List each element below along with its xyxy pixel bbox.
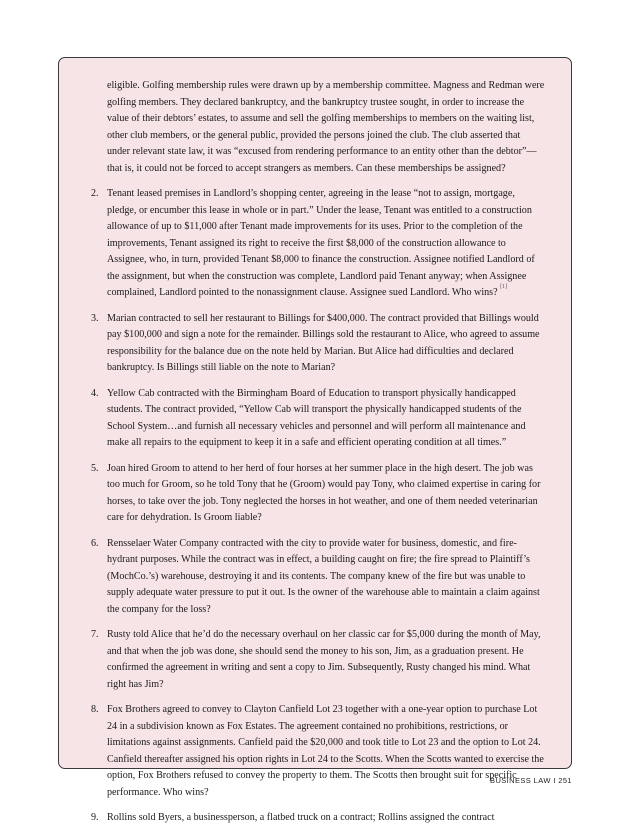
item-text: Tenant leased premises in Landlord’s shopping center, agreeing in the lease “not to assign, mortgage, pledge, or encumber this lease in whole or in part.” Under the lease, Tenant was entitled to a construction allowance of up to $11,000 after Tenant made improvements for its uses. Prior to the completion of the improvements, Tenant assigned its right to receive the first $8,000 of the construction allowance to Assignee, who, in turn, provided Tenant $8,000 to finance the construction. Assignee notified Landlord of the assignment, but when the construction was complete, Landlord paid Tenant anyway; when Assignee complained, Landlord pointed to the nonassignment clause. Assignee sued Landlord. Who wins? (107, 188, 535, 298)
item-number: 6. (91, 537, 99, 549)
item-text: Yellow Cab contracted with the Birmingham Board of Education to transport physically handicapped students. The contract provided, “Yellow Cab will transport the physically handicapped students of the School System…and furnish all necessary vehicles and personnel and will perform all maintenance and make all repairs to the equipment to keep it in a safe and efficient operating condition at all times.” (107, 387, 526, 448)
list-item (91, 186, 545, 302)
list-item (91, 386, 545, 452)
footnote-link[interactable]: [1] (500, 284, 508, 290)
item-text: Rollins sold Byers, a businessperson, a flatbed truck on a contract; Rollins assigned the contract (107, 812, 495, 823)
exercise-text (91, 78, 545, 836)
item-text: Fox Brothers agreed to convey to Clayton Canfield Lot 23 together with a one-year option to purchase Lot 24 in a subdivision known as Fox Estates. The agreement contained no prohibitions, restrictions, or limitations against assignments. Canfield paid the $20,000 and took title to Lot 23 and the option to Lot 24. Canfield thereafter assigned his option rights in Lot 24 to the Scotts. When the Scotts wanted to exercise the option, Fox Brothers refused to convey the property to them. The Scotts then brought suit for specific performance. Who wins? (107, 704, 544, 798)
list-item (91, 536, 545, 619)
item-text: Rusty told Alice that he’d do the necessary overhaul on her classic car for $5,000 during the month of May, and that when the job was done, she should send the money to his son, Jim, as a graduation present. He confirmed the agreement in writing and sent a copy to Jim. Subsequently, Rusty changed his mind. What right has Jim? (107, 629, 541, 690)
list-item (91, 311, 545, 377)
item-number: 7. (91, 629, 99, 640)
list-item (91, 461, 545, 527)
item-1-continuation: eligible. Golfing membership rules were drawn up by a membership committee. Magness and Redman were golfing members. They declared bankruptcy, and the bankruptcy trustee sought, in order to increase the value of their debtors’ estates, to assume and sell the golfing memberships to members on the waiting list, other club members, or the general public, provided the persons joined the club. The club asserted that under relevant state law, it was “excused from rendering performance to an entity other than the debtor”—that is, it could not be forced to accept strangers as members. Can these memberships be assigned? (107, 80, 545, 174)
item-text: Marian contracted to sell her restaurant to Billings for $400,000. The contract provided that Billings would pay $100,000 and sign a note for the remainder. Billings sold the restaurant to Alice, who agreed to assume responsibility for the balance due on the note held by Marian. But Alice had difficulties and declared bankruptcy. Is Billings still liable on the note to Marian? (107, 312, 540, 373)
item-text: Rensselaer Water Company contracted with the city to provide water for business, domestic, and fire-hydrant purposes. While the contract was in effect, a building caught on fire; the fire spread to Plaintiff’s (MochCo.’s) warehouse, destroying it and its contents. The company knew of the fire but was unable to supply adequate water pressure to put it out. Is the owner of the warehouse able to maintain a claim against the company for the loss? (107, 537, 540, 615)
item-number: 8. (91, 704, 99, 715)
item-number: 4. (91, 387, 99, 399)
page-footer: BUSINESS LAW I 251 (490, 776, 572, 785)
list-item (91, 702, 545, 801)
item-number: 9. (91, 812, 99, 823)
item-number: 5. (91, 462, 99, 474)
list-item (91, 810, 545, 827)
item-number: 2. (91, 188, 99, 199)
item-number: 3. (91, 312, 99, 324)
list-item (91, 627, 545, 693)
item-text: Joan hired Groom to attend to her herd of four horses at her summer place in the high desert. The job was too much for Groom, so he told Tony that he (Groom) would pay Tony, who claimed expertise in caring for horses, to take over the job. Tony neglected the horses in hot weather, and one of them needed veterinarian care for dehydration. Is Groom liable? (107, 462, 541, 523)
